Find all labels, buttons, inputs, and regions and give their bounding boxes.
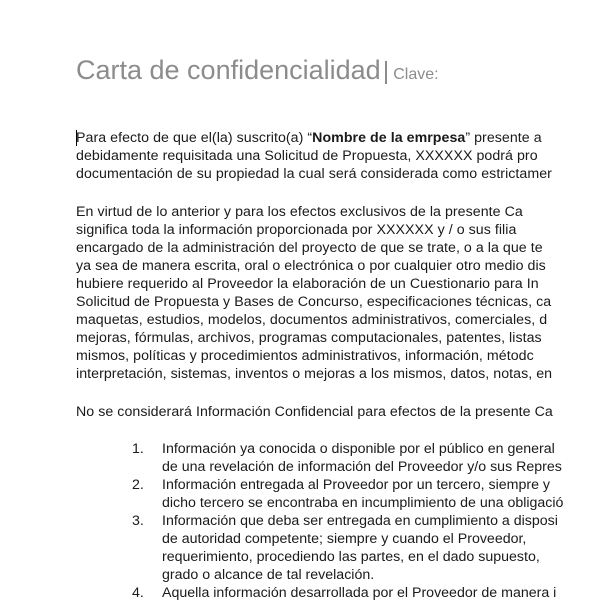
list-item-line[interactable]: Información ya conocida o disponible por el público en general <box>162 441 555 457</box>
list-item-number: 1. <box>132 441 144 457</box>
list-item-number: 3. <box>132 513 144 529</box>
list-item-line[interactable]: requerimiento, procediendo las partes, en el dado supuesto, <box>162 549 540 565</box>
list-item-line[interactable]: Aquella información desarrollada por el Proveedor de manera i <box>162 585 557 601</box>
para2-line[interactable]: maquetas, estudios, modelos, documentos administrativos, comerciales, d <box>76 312 548 328</box>
document-title <box>76 54 439 91</box>
list-item-line[interactable]: de autoridad competente; siempre y cuando el Proveedor, <box>162 531 527 547</box>
para2-line[interactable]: Solicitud de Propuesta y Bases de Concurso, especificaciones técnicas, ca <box>76 294 552 310</box>
para2-line[interactable]: significa toda la información proporcionada por XXXXXX y / o sus filia <box>76 222 517 238</box>
title-separator: | <box>382 57 390 85</box>
title-text: Carta de confidencialidad <box>76 55 381 85</box>
list-item-line[interactable]: Información que deba ser entregada en cumplimiento a disposi <box>162 513 558 529</box>
para1-prefix: Para efecto de que el(la) suscrito(a) “ <box>76 130 313 146</box>
para2-line[interactable]: ya sea de manera escrita, oral o electrónica o por cualquier otro medio dis <box>76 258 546 274</box>
para2-line[interactable]: encargado de la administración del proyecto de que se trate, o a la que te <box>76 240 543 256</box>
para1-line-2[interactable]: debidamente requisitada una Solicitud de Propuesta, XXXXXX podrá pro <box>76 148 538 164</box>
company-name: Nombre de la emrpesa <box>312 130 466 146</box>
para1-suffix: ” presente a <box>465 130 542 146</box>
para1-line-1[interactable] <box>76 130 542 147</box>
para1-line-3[interactable]: documentación de su propiedad la cual será considerada como estrictamer <box>76 166 552 182</box>
para2-line[interactable]: mismos, políticas y procedimientos administrativos, información, métodc <box>76 348 534 364</box>
list-item-line[interactable]: grado o alcance de tal revelación. <box>162 567 375 583</box>
para3-line[interactable]: No se considerará Información Confidencial para efectos de la presente Ca <box>76 404 553 420</box>
para2-line[interactable]: En virtud de lo anterior y para los efectos exclusivos de la presente Ca <box>76 204 523 220</box>
clave-label: Clave: <box>393 66 439 83</box>
list-item-number: 4. <box>132 585 144 601</box>
para2-line[interactable]: hubiere requerido al Proveedor la elaboración de un Cuestionario para In <box>76 276 539 292</box>
list-item-line[interactable]: dicho tercero se encontraba en incumplimiento de una obligació <box>162 495 564 511</box>
list-item-line[interactable]: Información entregada al Proveedor por un tercero, siempre y <box>162 477 550 493</box>
para2-line[interactable]: interpretación, sistemas, inventos o mejoras a los mismos, datos, notas, en <box>76 366 553 382</box>
list-item-line[interactable]: de una revelación de información del Proveedor y/o sus Repres <box>162 459 562 475</box>
list-item-number: 2. <box>132 477 144 493</box>
para2-line[interactable]: mejoras, fórmulas, archivos, programas computacionales, patentes, listas <box>76 330 542 346</box>
